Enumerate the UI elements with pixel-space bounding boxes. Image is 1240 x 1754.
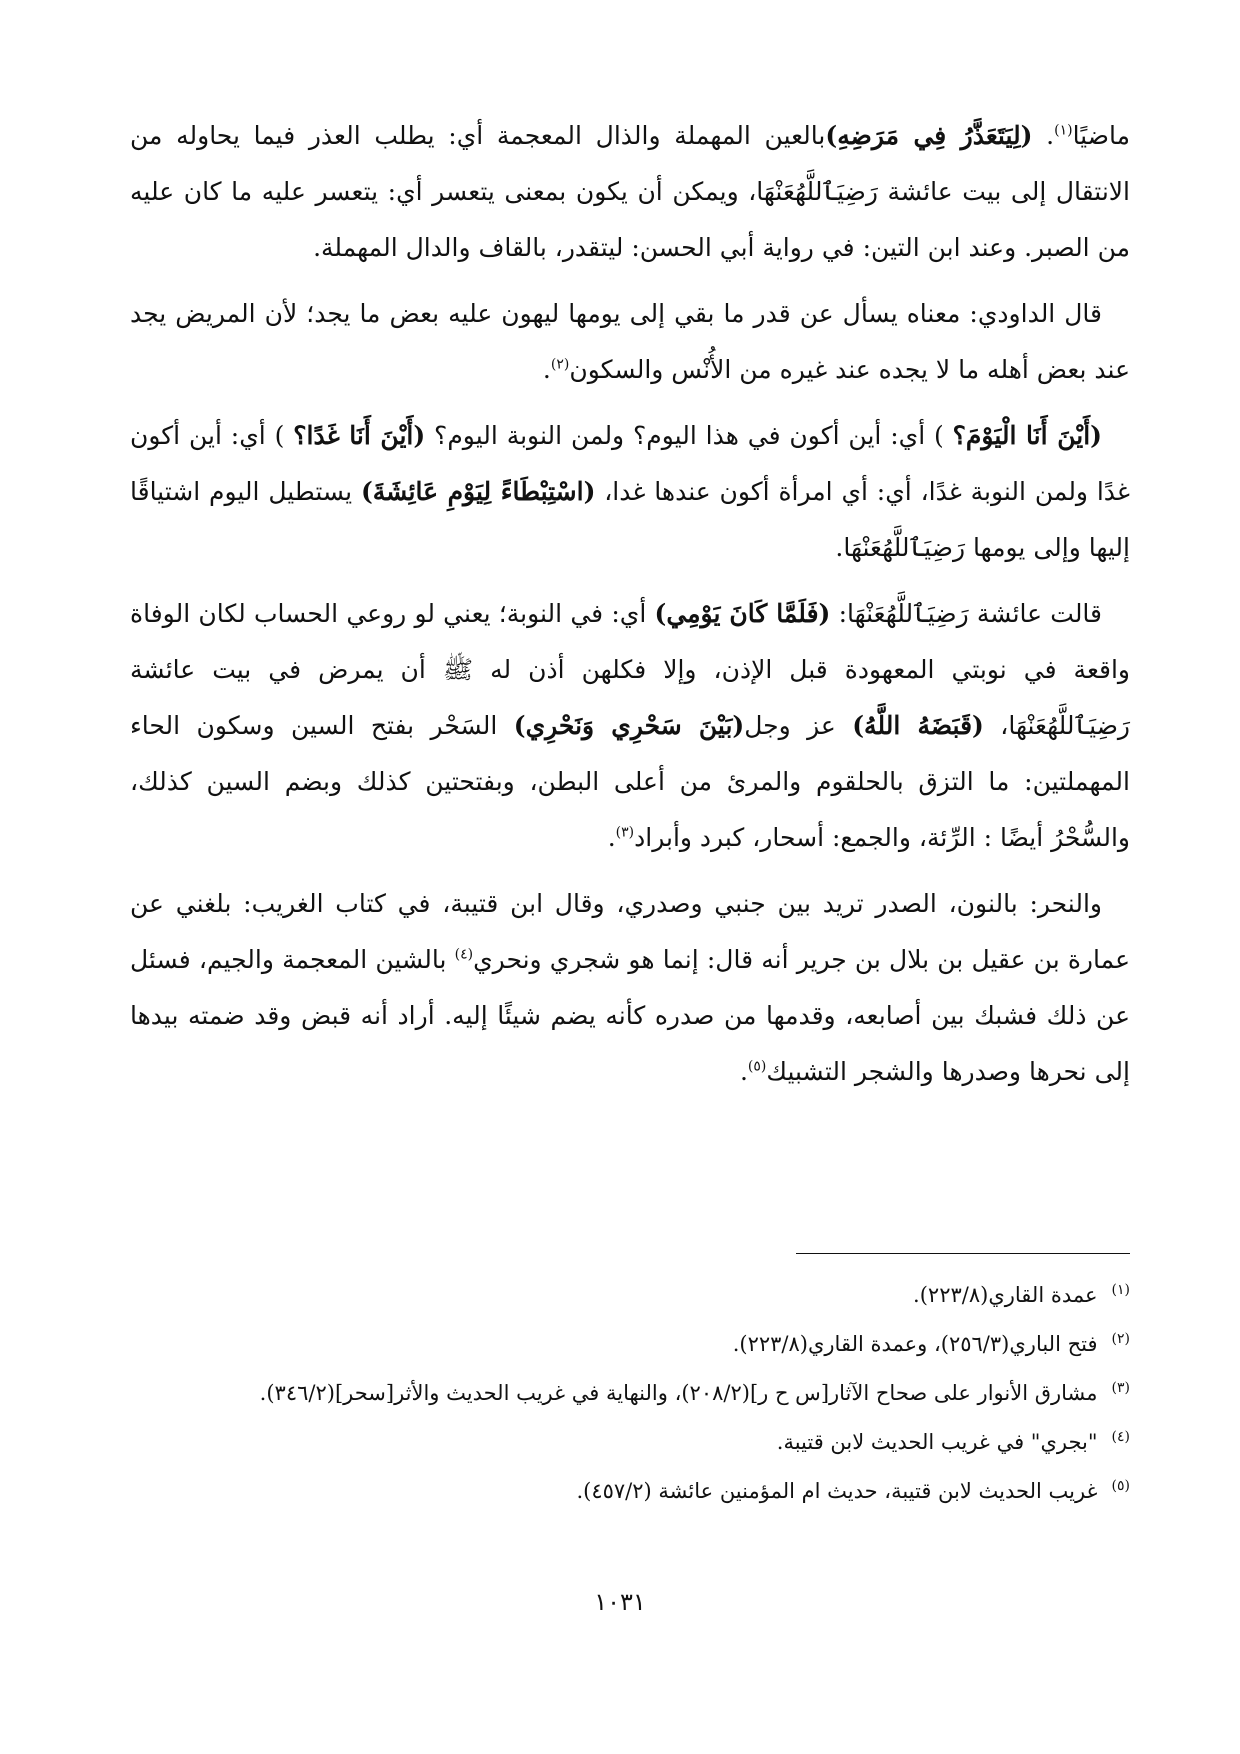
footnote-reference: (١) — [1054, 122, 1073, 139]
paragraph — [130, 286, 1130, 398]
commentary-text: والنحر: بالنون، الصدر تريد بين جنبي وصدري، وقال ابن قتيبة، في كتاب الغريب: بلغني عن عمارة بن عقيل بن بلال بن جرير أنه قال: إنما هو شجري ونحري — [130, 889, 1130, 974]
commentary-text: . — [1032, 121, 1055, 150]
commentary-text: قال الداودي: معناه يسأل عن قدر ما بقي إلى يومها ليهون عليه بعض ما يجد؛ لأن المريض يجد عند بعض أهله ما لا يجده عند غيره من الأُنْس والسكون — [130, 299, 1130, 384]
footnote-text: "بجري" في غريب الحديث لابن قتيبة. — [776, 1430, 1098, 1454]
footnotes — [130, 1272, 1130, 1517]
hadith-quote: (فَلَمَّا كَانَ يَوْمِي) — [654, 599, 831, 628]
footnote: $^{(٥)}$غريب الحديث لابن قتيبة، حديث ام المؤمنين عائشة (٤٥٧/٢). — [576, 1478, 1130, 1503]
commentary-text: عز وجل — [744, 711, 853, 740]
footnote-reference: (٣) — [615, 824, 635, 841]
hadith-quote: (قَبَضَهُ اللَّهُ) — [852, 711, 984, 740]
footnote: $^{(٤)}$"بجري" في غريب الحديث لابن قتيبة. — [776, 1429, 1130, 1454]
commentary-text: بالشين المعجمة والجيم، فسئل عن ذلك فشبك بين أصابعه، وقدمها من صدره كأنه يضم شيئًا إليه. أراد أنه قبض وقد ضمته بيدها إلى نحرها وصدرها والشجر التشبيك — [130, 945, 1130, 1086]
hadith-quote: (أَيْنَ أَنَا غَدًا؟ — [293, 421, 426, 450]
footnote-text: مشارق الأنوار على صحاح الآثار[س ح ر](٢٠٨/٢)، والنهاية في غريب الحديث والأثر[سحر](٣٤٦/٢). — [259, 1381, 1098, 1405]
paragraph — [130, 876, 1130, 1100]
main-text — [130, 108, 1130, 1110]
footnote-text: عمدة القاري(٢٢٣/٨). — [913, 1283, 1098, 1307]
commentary-text: أي: في النوبة؛ يعني لو روعي الحساب لكان الوفاة واقعة في نوبتي المعهودة قبل الإذن، وإلا فكلهن أذن له ﷺ أن يمرض في بيت عائشة رَضِيَٱللَّهُعَنْهَا، — [130, 599, 1130, 740]
commentary-text: قالت عائشة رَضِيَٱللَّهُعَنْهَا: — [830, 599, 1102, 628]
footnote-reference: (٢) — [550, 356, 570, 373]
hadith-quote: (أَيْنَ أَنَا الْيَوْمَ؟ — [952, 421, 1102, 450]
commentary-text: ) أي: أين أكون غدًا ولمن النوبة غدًا، أي: أي امرأة أكون عندها غدا، — [130, 421, 1130, 506]
footnote: $^{(٢)}$فتح الباري(٢٥٦/٣)، وعمدة القاري(٢٢٣/٨). — [732, 1331, 1130, 1356]
footnote-reference: (٥) — [747, 1058, 767, 1075]
commentary-text: يستطيل اليوم اشتياقًا إليها وإلى يومها رَضِيَٱللَّهُعَنْهَا. — [130, 477, 1130, 562]
commentary-text: السَحْر بفتح السين وسكون الحاء المهملتين: ما التزق بالحلقوم والمرئ من أعلى البطن، وبفتحتين كذلك وبضم السين كذلك، والسُّحْرُ أيضًا : الرِّئة، والجمع: أسحار، كبرد وأبراد — [130, 711, 1130, 852]
paragraph — [130, 408, 1130, 576]
footnote: $^{(١)}$عمدة القاري(٢٢٣/٨). — [913, 1282, 1130, 1307]
hadith-quote: (اسْتِبْطَاءً لِيَوْمِ عَائِشَةَ) — [360, 477, 596, 506]
hadith-quote: (بَيْنَ سَحْرِي وَنَحْرِي) — [513, 711, 745, 740]
hadith-quote: (لِيَتَعَذَّرُ فِي مَرَضِهِ) — [825, 121, 1033, 150]
commentary-text: بالعين المهملة والذال المعجمة أي: يطلب العذر فيما يحاوله من الانتقال إلى بيت عائشة رَضِيَٱللَّهُعَنْهَا، ويمكن أن يكون بمعنى يتعسر أي: يتعسر عليه ما كان عليه من الصبر. وعند ابن التين: في رواية أبي الحسن: ليتقدر، بالقاف والدال المهملة. — [130, 121, 1130, 262]
commentary-text: ماضيًا — [1072, 121, 1130, 150]
paragraph — [130, 108, 1130, 276]
footnote-text: غريب الحديث لابن قتيبة، حديث ام المؤمنين عائشة (٤٥٧/٢). — [576, 1479, 1098, 1503]
paragraph — [130, 586, 1130, 866]
commentary-text: . — [542, 355, 551, 384]
footnote-separator — [796, 1253, 1130, 1254]
footnote-reference: (٤) — [454, 946, 474, 963]
commentary-text: . — [739, 1057, 748, 1086]
commentary-text: . — [607, 823, 616, 852]
commentary-text: ) أي: أين أكون في هذا اليوم؟ ولمن النوبة اليوم؟ — [425, 421, 953, 450]
footnote-text: فتح الباري(٢٥٦/٣)، وعمدة القاري(٢٢٣/٨). — [732, 1332, 1098, 1356]
footnote: $^{(٣)}$مشارق الأنوار على صحاح الآثار[س ح ر](٢٠٨/٢)، والنهاية في غريب الحديث والأثر[سحر](٣٤٦/٢). — [259, 1380, 1130, 1405]
page-number: ١٠٣١ — [594, 1588, 646, 1616]
